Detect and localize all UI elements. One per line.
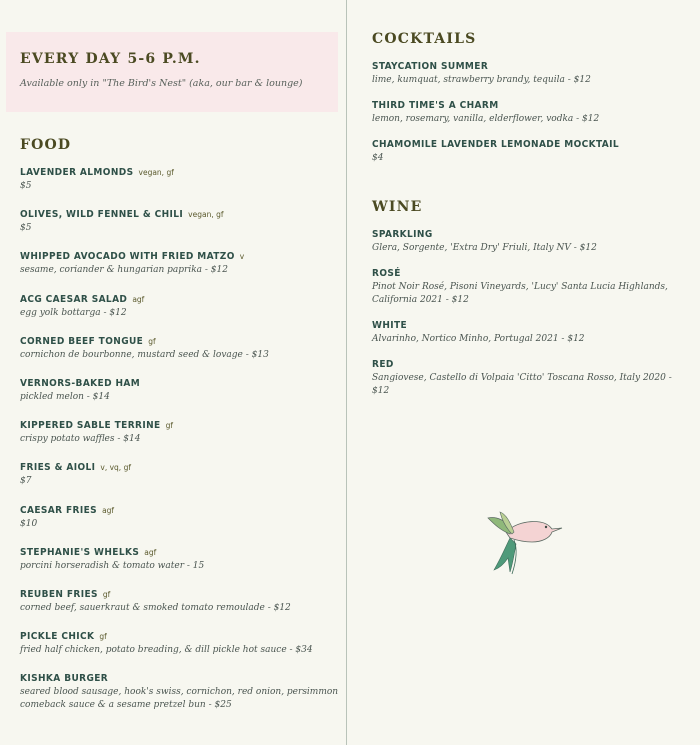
happy-hour-title: EVERY DAY 5-6 P.M.: [20, 51, 201, 67]
food-item-name: [20, 335, 340, 349]
food-item-title: FRIES & AIOLI: [20, 462, 96, 474]
food-item-name: [20, 377, 340, 391]
food-item-description: $5: [20, 181, 32, 191]
happy-hour-subtitle: Available only in "The Bird's Nest" (aka, our bar & lounge): [20, 78, 303, 89]
food-item-description: corned beef, sauerkraut & smoked tomato remoulade - $12: [20, 602, 291, 613]
food-item-name: [20, 166, 340, 180]
left-column: [0, 0, 346, 745]
dietary-tag: v: [239, 252, 245, 262]
wine-item-name: WHITE: [372, 320, 408, 331]
wine-list: [372, 228, 672, 410]
hummingbird-icon: [484, 510, 564, 578]
food-item-name: [20, 293, 340, 307]
food-item-description: egg yolk bottarga - $12: [20, 307, 127, 318]
food-item-description: pickled melon - $14: [20, 391, 110, 402]
column-divider: [346, 0, 347, 745]
food-item-name: [20, 504, 340, 518]
dietary-tag: gf: [165, 421, 174, 431]
food-item-name: [20, 419, 340, 433]
wine-item: [372, 228, 672, 255]
food-item-title: STEPHANIE'S WHELKS: [20, 546, 140, 558]
cocktails-section-title: COCKTAILS: [372, 31, 477, 47]
food-item-description: seared blood sausage, hook's swiss, cornichon, red onion, persimmon comeback sauce & a sesame pretzel bun - $25: [20, 687, 339, 711]
food-item: [20, 461, 340, 503]
food-item-name: [20, 546, 340, 560]
food-item: [20, 588, 340, 630]
food-item-description: crispy potato waffles - $14: [20, 434, 141, 445]
food-section-title: FOOD: [20, 137, 72, 153]
food-item-title: CORNED BEEF TONGUE: [20, 335, 144, 347]
food-item-description: $7: [20, 476, 32, 487]
wine-item: [372, 267, 672, 307]
cocktail-item: [372, 138, 672, 165]
dietary-tag: gf: [102, 589, 111, 599]
food-item-title: OLIVES, WILD FENNEL & CHILI: [20, 209, 184, 221]
food-item: [20, 208, 340, 250]
food-item-name: [20, 672, 340, 686]
food-item-title: VERNORS-BAKED HAM: [20, 377, 141, 389]
food-item: [20, 250, 340, 292]
food-item-name: [20, 588, 340, 602]
food-item-description: fried half chicken, potato breading, & dill pickle hot sauce - $34: [20, 645, 313, 656]
food-list: [20, 166, 340, 714]
food-item: [20, 630, 340, 672]
cocktail-item-name: THIRD TIME'S A CHARM: [372, 100, 499, 111]
food-item-name: [20, 250, 340, 264]
dietary-tag: v, vq, gf: [100, 463, 131, 473]
food-item-title: PICKLE CHICK: [20, 631, 95, 643]
food-item: [20, 166, 340, 208]
wine-item-description: Glera, Sorgente, 'Extra Dry' Friuli, Italy NV - $12: [372, 243, 597, 253]
cocktail-item-name: STAYCATION SUMMER: [372, 61, 489, 72]
dietary-tag: agf: [144, 547, 157, 557]
food-item: [20, 504, 340, 546]
wine-item: [372, 358, 672, 398]
wine-item-description: Pinot Noir Rosé, Pisoni Vineyards, 'Lucy' Santa Lucia Highlands, California 2021 - $12: [372, 282, 668, 305]
cocktail-item-name: CHAMOMILE LAVENDER LEMONADE MOCKTAIL: [372, 139, 620, 150]
food-item-title: ACG CAESAR SALAD: [20, 293, 128, 305]
cocktail-item-description: $4: [372, 153, 384, 163]
food-item-description: $5: [20, 223, 32, 234]
wine-item-name: ROSÉ: [372, 268, 401, 279]
cocktail-item-description: lime, kumquat, strawberry brandy, tequila - $12: [372, 75, 591, 85]
food-item-name: [20, 630, 340, 644]
food-item: [20, 377, 340, 419]
cocktail-item-description: lemon, rosemary, vanilla, elderflower, vodka - $12: [372, 114, 600, 124]
food-item-title: WHIPPED AVOCADO WITH FRIED MATZO: [20, 251, 235, 263]
dietary-tag: gf: [99, 632, 107, 642]
wine-item: [372, 319, 672, 346]
food-item-description: $10: [20, 518, 38, 529]
happy-hour-banner: [6, 32, 338, 112]
dietary-tag: agf: [102, 505, 115, 515]
food-item: [20, 419, 340, 461]
cocktail-list: [372, 60, 672, 177]
food-item-title: REUBEN FRIES: [20, 588, 98, 600]
cocktail-item: [372, 99, 672, 126]
food-item-title: CAESAR FRIES: [20, 504, 98, 516]
wine-section-title: WINE: [372, 199, 423, 215]
dietary-tag: agf: [132, 294, 145, 304]
food-item-name: [20, 208, 340, 222]
wine-item-description: Sangiovese, Castello di Volpaia 'Citto' Toscana Rosso, Italy 2020 - $12: [372, 373, 672, 396]
wine-item-name: RED: [372, 359, 394, 370]
food-item-title: LAVENDER ALMONDS: [20, 167, 134, 178]
food-item-description: porcini horseradish & tomato water - 15: [20, 560, 205, 571]
food-item-description: sesame, coriander & hungarian paprika - $12: [20, 265, 228, 276]
food-item-name: [20, 461, 340, 475]
cocktail-item: [372, 60, 672, 87]
dietary-tag: gf: [148, 336, 156, 346]
food-item-title: KISHKA BURGER: [20, 673, 109, 685]
food-item: [20, 335, 340, 377]
dietary-tag: vegan, gf: [138, 168, 174, 177]
food-item-title: KIPPERED SABLE TERRINE: [20, 420, 161, 432]
right-column: [372, 0, 682, 745]
dietary-tag: vegan, gf: [188, 210, 224, 220]
food-item: [20, 546, 340, 588]
food-item: [20, 293, 340, 335]
wine-item-description: Alvarinho, Nortico Minho, Portugal 2021 - $12: [372, 334, 585, 344]
food-item-description: cornichon de bourbonne, mustard seed & lovage - $13: [20, 349, 269, 360]
food-item: [20, 672, 340, 714]
wine-item-name: SPARKLING: [372, 229, 433, 240]
